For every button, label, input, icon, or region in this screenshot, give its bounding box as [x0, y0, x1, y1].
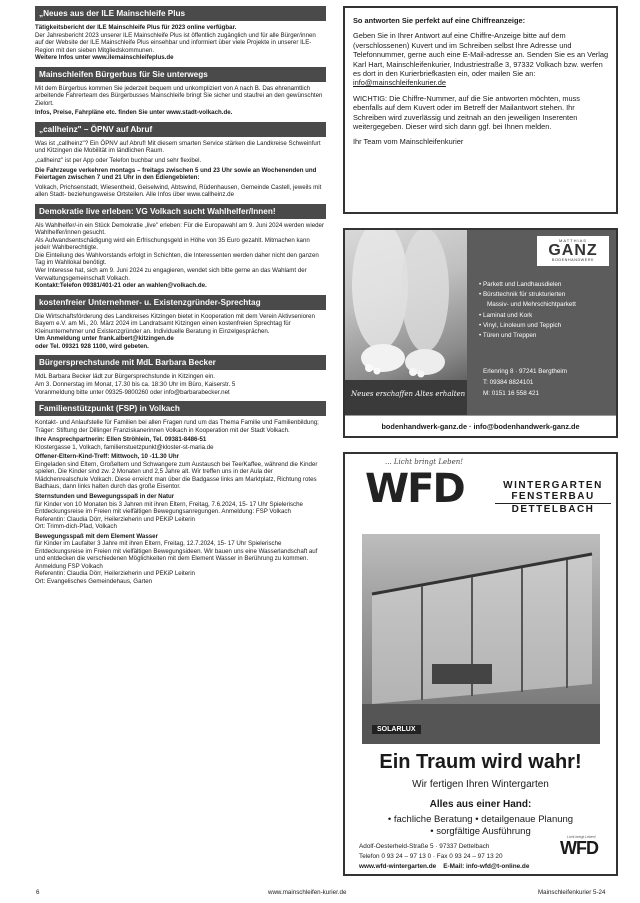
ganz-panel	[467, 230, 616, 415]
paragraph: Ort: Evangelisches Gemeindehaus, Garten	[35, 577, 153, 585]
paragraph: Mit dem Bürgerbus kommen Sie jederzeit bequem und unkompliziert von A nach B. Das ehrenamtlich arbeitende Fahrerteam des Bürgerbusses Mainschleife bringt Sie sicher und staufrei an den gewünschten Zielort.	[35, 84, 323, 107]
paragraph: Die Einteilung des Wahlvorstands erfolgt in Schichten, die Interessenten werden daher nicht den ganzen Tag im Wahllokal benötigt.	[35, 251, 319, 267]
wfd-name: WINTERGARTEN FENSTERBAU DETTELBACH	[495, 480, 611, 515]
page-number: 6	[36, 889, 40, 896]
left-column	[35, 6, 326, 591]
wfd-subline: Wir fertigen Ihren Wintergarten	[412, 779, 549, 790]
wfd-contact: Adolf-Oesterheld-Straße 5 · 97337 Dettelbach Telefon 0 93 24 – 97 13 0 · Fax 0 93 24 – 97 13 20 www.wfd-wintergarten.de E-Mail: info-wfd@t-online.de	[359, 843, 530, 870]
subheading: Offener-Eltern-Kind-Treff: Mittwoch, 10 -11.30 Uhr	[35, 453, 179, 461]
subheading: Bewegungsspaß mit dem Element Wasser	[35, 532, 158, 540]
paragraph: Um Anmeldung unter frank.albert@kitzingen.de	[35, 335, 174, 343]
info-link[interactable]: Weitere Infos unter www.ilemainschleifeplus.de	[35, 54, 174, 62]
wfd-tagline: ... Licht bringt Leben!	[385, 458, 464, 466]
chiffre-paragraph: Geben Sie in Ihrer Antwort auf eine Chiffre-Anzeige bitte auf dem (verschlossenen) Kuvert und im Schreiben selbst Ihre Adresse und Telefonnummer, gerne auch eine E-Mail-adresse an. Senden Sie es an Verlag Karl Hart, Mainschleifenkurier, Industriestraße 3, 97332 Volkach bzw. werfen es dort in den Kurierbriefkasten ein, oder mailen Sie an: info@mainschleifenkurier.de	[353, 31, 609, 88]
paragraph: Die Fahrzeuge verkehren montags – freitags zwischen 5 und 23 Uhr sowie an Wochenenden und Feiertagen zwischen 7 und 21 Uhr in den Ediengebieten:	[35, 166, 317, 182]
paragraph: „callheinz" ist per App oder Telefon buchbar und sehr flexibel.	[35, 157, 202, 165]
wfd-small-tagline: Licht bringt Leben!	[567, 835, 596, 839]
section-heading: Bürgersprechstunde mit MdL Barbara Becker	[35, 355, 326, 370]
footer-url[interactable]: www.mainschleifen-kurier.de	[268, 889, 347, 896]
paragraph: Was ist „callheinz"? Ein ÖPNV auf Abruf! Mit diesem smarten Service stärken die Landkreise Schweinfurt und Kitzingen die Mobilität im ländlichen Raum.	[35, 139, 321, 155]
paragraph: Die Wirtschaftsförderung des Landkreises Kitzingen bietet in Kooperation mit dem Verein Aktivsenioren Bayern e.V. am Mi., 20. März 2024 im Landratsamt Kitzingen einen kostenfreien Sprechtag für Kleinunternehmer und Existenzgründer an. Individuelle Beratung in Einzelgesprächen.	[35, 312, 315, 335]
ganz-website[interactable]: bodenhandwerk-ganz.de · info@bodenhandwerk-ganz.de	[345, 415, 616, 436]
section-familienstuetzpunkt	[35, 401, 326, 585]
section-heading: „Neues aus der ILE Mainschleife Plus	[35, 6, 326, 21]
section-heading: „callheinz" – ÖPNV auf Abruf	[35, 122, 326, 137]
section-heading: Demokratie live erleben: VG Volkach sucht Wahlhelfer/Innen!	[35, 204, 326, 219]
paragraph: Referentin: Claudia Dörr, Heilerzieherin und PEKiP Leiterin	[35, 515, 195, 523]
wfd-logo: WFD	[365, 466, 464, 512]
paragraph: MdL Barbara Becker lädt zur Bürgersprechstunde in Kitzingen ein.	[35, 373, 215, 381]
list-item: • Parkett und Landhausdielen	[479, 281, 562, 288]
section-heading: Mainschleifen Bürgerbus für Sie unterwegs	[35, 67, 326, 82]
paragraph: Am 3. Donnerstag im Monat, 17.30 bis ca. 18:30 Uhr im Büro, Kaiserstr. 5	[35, 380, 236, 388]
wfd-subheading: Alles aus einer Hand:	[429, 799, 532, 810]
paragraph: Ihre Ansprechpartnerin: Ellen Ströhlein, Tel. 09381-8486-51	[35, 436, 207, 444]
info-link[interactable]: Infos, Preise, Fahrpläne etc. finden Sie unter www.stadt-volkach.de.	[35, 109, 233, 117]
ganz-contact: Erlenring 8 · 97241 Bergtheim T: 09384 8824101 M: 0151 16 558 421	[483, 368, 568, 397]
paragraph: Tätigkeitsbericht der ILE Mainschleife Plus für 2023 online verfügbar.	[35, 24, 237, 31]
wfd-website[interactable]: www.wfd-wintergarten.de	[359, 863, 437, 870]
paragraph: oder Tel. 09321 928 1100, wird gebeten.	[35, 342, 149, 350]
contact-line: Kontakt:Telefon 09381/401-21 oder an wahlen@volkach.de.	[35, 282, 207, 290]
ganz-ad	[343, 228, 618, 438]
subheading: Sternstunden und Bewegungsspaß in der Natur	[35, 492, 175, 500]
section-ile	[35, 6, 326, 62]
wfd-ad	[343, 452, 618, 876]
section-buergersprechstunde	[35, 355, 326, 396]
wfd-headline: Ein Traum wird wahr!	[379, 751, 582, 773]
paragraph: Wer Interesse hat, sich am 9. Juni 2024 zu engagieren, wendet sich bitte gerne an das Wahlamt der Verwaltungsgemeinschaft Volkach.	[35, 267, 307, 282]
footer-issue: Mainschleifenkurier 5-24	[538, 889, 606, 896]
solarlux-label: SOLARLUX	[372, 725, 421, 734]
paragraph: Voranmeldung bitte unter 09325-9800260 oder info@barbarabecker.net	[35, 388, 230, 396]
paragraph: Der Jahresbericht 2023 unserer ILE Mainschleife Plus ist öffentlich zugänglich und für alle Bürger/innen auf der Website der ILE Mainschleife Plus einsehbar und informiert über viele Projekte in unserer ILE-Region mit den sieben Mitgliedskommunen.	[35, 31, 316, 54]
chiffre-title: So antworten Sie perfekt auf eine Chiffreanzeige:	[353, 16, 526, 25]
section-wahlhelfer	[35, 204, 326, 290]
baby-feet-photo	[345, 230, 467, 415]
wintergarden-photo	[362, 534, 600, 744]
section-heading: kostenfreier Unternehmer- u. Existenzgründer-Sprechtag	[35, 295, 326, 310]
wfd-small-logo: WFD	[560, 838, 598, 858]
list-item: • Türen und Treppen	[479, 332, 537, 340]
paragraph: Als Wahlhelfer/-in ein Stück Demokratie „live" erleben: Für die Europawahl am 9. Juni 2024 werden wieder Wahlhelfer/innen gesucht.	[35, 221, 324, 237]
paragraph: Klostergasse 1, Volkach, familienstuetzpunkt@kloster-st-maria.de	[35, 443, 214, 451]
section-sprechtag	[35, 295, 326, 351]
chiffre-sign: Ihr Team vom Mainschleifenkurier	[353, 137, 464, 147]
list-item: Massiv- und Mehrschichtparkett	[487, 301, 576, 309]
paragraph: Referentin: Claudia Dörr, Heilerzieherin und PEKiP Leiterin	[35, 570, 195, 578]
ganz-slogan: Neues erschaffen Altes erhalten	[351, 390, 466, 398]
paragraph: Kontakt- und Anlaufstelle für Familien bei allen Fragen rund um das Thema Familie und Familienbildung; Träger: Stiftung der Dillinger Franziskanerinnen Volkach in Kooperation mit der Stadt Volkach.	[35, 419, 319, 434]
paragraph: für Kinder im Laufalter 3 Jahre mit ihren Eltern, Freitag, 12.7.2024, 15- 17 Uhr Spielerische Entdeckungsreise im Freien mit vielfältigen Bewegungsideen. Wir bauen uns eine Wasserlandschaft auf und entdecken die verschiedenen Möglichkeiten mit dem Element Wasser in Berührung zu kommen. Anmeldung FSP Volkach	[35, 540, 318, 570]
ganz-logo: MATTHIAS GANZ BODENHANDWERK	[537, 236, 609, 266]
paragraph: für Kinder von 10 Monaten bis 3 Jahren mit ihren Eltern, Freitag, 7.6.2024, 15- 17 Uhr Spielerische Entdeckungsreise im Freien mit vielfältigen Bewegungsanregungen. Anmeldung: FSP Volkach	[35, 500, 303, 516]
list-item: • Vinyl, Linoleum und Teppich	[479, 321, 562, 329]
chiffre-paragraph: WICHTIG: Die Chiffre-Nummer, auf die Sie antworten möchten, muss ebenfalls auf dem Kuvert oder im Betreff der Mailantwort stehen. Ihr Schreiben wird zuverlässig und zeitnah an den jeweiligen Inserenten weitergegeben. Dieser wird sich dann ggf. bei Ihnen melden.	[353, 93, 580, 132]
paragraph: Ort: Trimm-dich-Pfad, Volkach	[35, 523, 117, 531]
section-heading: Familienstützpunkt (FSP) in Volkach	[35, 401, 326, 416]
list-item: • Laminat und Kork	[479, 311, 533, 319]
wfd-bullets: • fachliche Beratung • detailgenaue Planung • sorgfältige Ausführung	[387, 814, 574, 837]
email-link[interactable]: info@mainschleifenkurier.de	[353, 78, 446, 88]
paragraph: Eingeladen sind Eltern, Großeltern und Schwangere zum Austausch bei Tee/Kaffee, während die Kinder spielen. Die Kinder sind zw. 2 Monaten und 2,5 Jahre alt. Wir treffen uns in der Aula der Mädchenrealschule Volkach. Diese erreicht man über die Badgasse links am Marktplatz, Richtung rotes Badhaus, dann links halten durch das große Eisentor.	[35, 460, 318, 491]
section-callheinz	[35, 122, 326, 199]
paragraph: Volkach, Prichsenstadt, Wiesentheid, Geiselwind, Abtswind, Rüdenhausen, Gemeinde Castell, jeweils mit allen Stadt- beziehungsweise Ortsteilen. Alle Infos über www.callheinz.de	[35, 183, 322, 199]
wfd-email[interactable]: E-Mail: info-wfd@t-online.de	[443, 863, 530, 870]
section-buergerbus	[35, 67, 326, 117]
right-column	[343, 6, 618, 870]
ganz-services	[479, 280, 576, 341]
list-item: • Bürsttechnik für strukturierten	[479, 291, 566, 299]
chiffre-box	[343, 6, 618, 214]
paragraph: Als Aufwandsentschädigung wird ein Erfrischungsgeld in Höhe von 35 Euro gezahlt. Mitmachen kann jede/r Wahlberechtigte.	[35, 236, 310, 252]
